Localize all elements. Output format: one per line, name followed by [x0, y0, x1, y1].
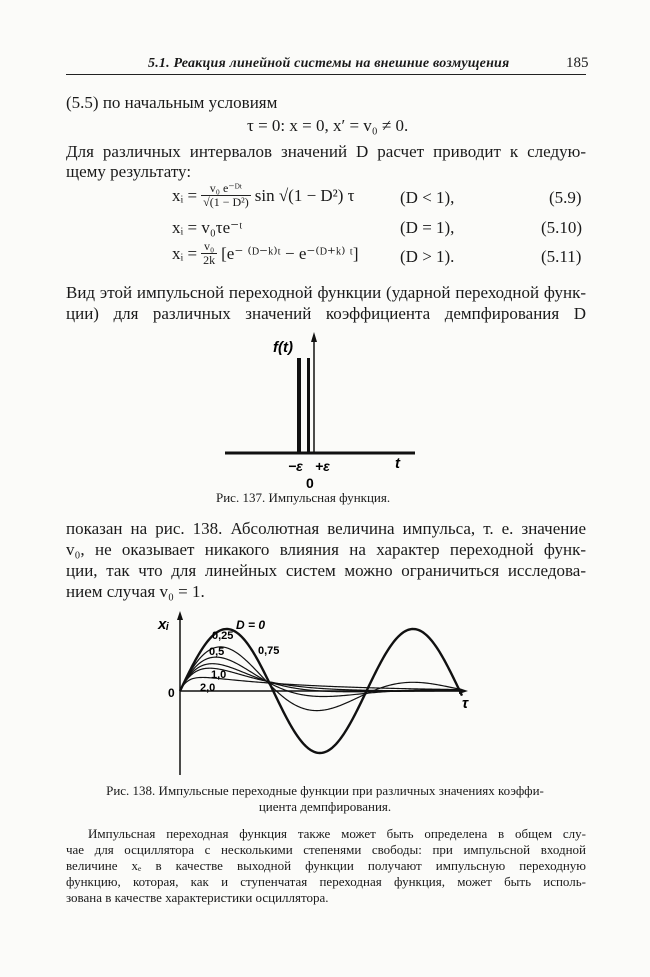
fig138-label-d075: 0,75 [258, 645, 280, 657]
figure-137-caption: Рис. 137. Импульсная функция. [216, 490, 391, 505]
fig137-xlabel: t [395, 455, 400, 472]
initial-conditions-formula: τ = 0: x = 0, x′ = v₀ ≠ 0. [247, 116, 409, 135]
eq-5-11-number: (5.11) [541, 247, 582, 266]
fig138-origin-label: 0 [168, 686, 175, 700]
fig137-pulse-right-edge [307, 358, 310, 453]
fig138-label-d05: 0,5 [209, 646, 225, 658]
paragraph-view-line1: Вид этой импульсной переходной функции (ударной переходной функ- [66, 283, 586, 302]
fig137-tick-plus-epsilon: +ε [315, 458, 330, 474]
eq-5-11-denominator: 2k [203, 253, 216, 267]
footnote-line3: величине xₑ в качестве выходной функции получают импульсную переходную [66, 858, 586, 873]
fig138-y-arrow [177, 611, 183, 620]
footnote-line1: Импульсная переходная функция также может быть определена в общем слу- [88, 826, 586, 841]
footnote-line2: чае для осциллятора с несколькими степенями свободы: при импульсной входной [66, 842, 586, 857]
equation-5-10: xᵢ = v₀τe⁻ᵗ [172, 218, 243, 237]
fig138-label-d0: D = 0 [236, 618, 266, 632]
equation-5-9 [172, 182, 355, 209]
figure-138-caption-line1: Рис. 138. Импульсные переходные функции при различных значениях коэффи- [106, 783, 544, 798]
eq-5-9-fraction [201, 182, 251, 209]
header-rule [66, 74, 586, 75]
eq-5-11-rest: [e⁻ ⁽ᴰ⁻ᵏ⁾ᵗ − e⁻⁽ᴰ⁺ᵏ⁾ ᵗ] [221, 243, 359, 263]
paragraph-result-line4: нием случая v₀ = 1. [66, 582, 205, 601]
footnote-line5: зована в качестве характеристики осциллятора. [66, 890, 329, 905]
paragraph-result-line1: показан на рис. 138. Абсолютная величина импульса, т. е. значение [66, 519, 586, 538]
eq-5-9-condition: (D < 1), [400, 188, 455, 207]
fig137-ylabel: f(t) [273, 339, 293, 356]
figure-138-caption-line2: циента демпфирования. [258, 799, 392, 814]
fig138-label-d10: 1,0 [211, 669, 227, 681]
eq-5-9-number: (5.9) [549, 188, 582, 207]
figure-137-impulse-function [215, 330, 435, 495]
paragraph-view-line2: ции) для различных значений коэффициента демпфирования D [66, 304, 586, 323]
fig137-origin-label: 0 [306, 475, 314, 491]
eq-5-11-numerator: v₀ [201, 240, 217, 254]
running-header-title: 5.1. Реакция линейной системы на внешние возмущения [148, 56, 510, 71]
paragraph-result-line3: ции, так что для линейных систем можно ограничиться исследова- [66, 561, 586, 580]
footnote-line4: функцию, которая, как и ступенчатая переходная функция, может быть исполь- [66, 874, 586, 889]
paragraph-result-line2: v₀, не оказывает никакого влияния на характер переходной функ- [66, 540, 586, 559]
paragraph-intro-line1: Для различных интервалов значений D расчет приводит к следую- [66, 142, 586, 161]
eq-5-9-denominator: √(1 − D²) [203, 195, 249, 209]
figure-138-damping-chart [150, 605, 510, 785]
eq-5-11-fraction [201, 240, 217, 267]
eq-5-9-lhs: xᵢ = [172, 185, 198, 205]
eq-5-10-condition: (D = 1), [400, 218, 455, 237]
paragraph-initial-line: (5.5) по начальным условиям [66, 93, 278, 112]
fig138-ylabel: xᵢ [158, 616, 169, 633]
eq-5-11-condition: (D > 1). [400, 247, 455, 266]
eq-5-11-lhs: xᵢ = [172, 243, 198, 263]
eq-5-10-number: (5.10) [541, 218, 583, 237]
equation-5-11 [172, 240, 359, 267]
fig137-tick-minus-epsilon: −ε [288, 458, 303, 474]
fig138-label-d025: 0,25 [212, 630, 234, 642]
fig138-label-d20: 2,0 [200, 682, 216, 694]
fig137-pulse-left-edge [297, 358, 301, 453]
paragraph-intro-line2: щему результату: [66, 162, 192, 181]
eq-5-9-rest: sin √(1 − D²) τ [254, 185, 355, 205]
fig137-y-arrow [311, 332, 317, 342]
eq-5-9-numerator: v₀ e⁻ᴰᵗ [201, 182, 251, 196]
fig138-xlabel: τ [462, 695, 469, 712]
page-number: 185 [566, 55, 589, 71]
